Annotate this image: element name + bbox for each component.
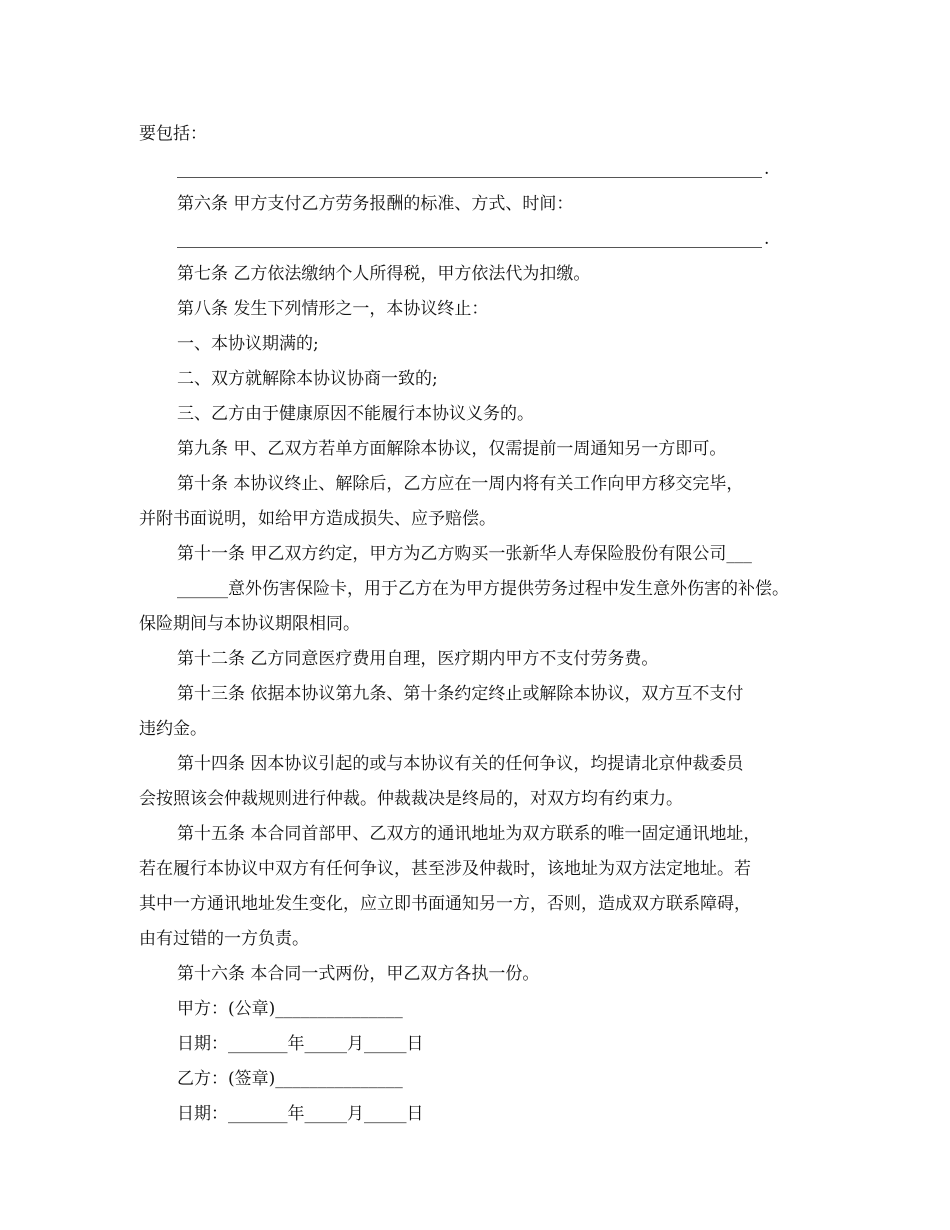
article-12: 第十二条 乙方同意医疗费用自理，医疗期内甲方不支付劳务费。 xyxy=(177,649,659,669)
article-8-item-3: 三、乙方由于健康原因不能履行本协议义务的。 xyxy=(177,404,534,424)
fill-in-blank-line xyxy=(177,152,819,187)
article-15-continued: 由有过错的一方负责。 xyxy=(139,929,309,949)
document-body xyxy=(139,117,819,1132)
party-b-signature-line: 乙方：(签章)_______________ xyxy=(177,1069,403,1089)
article-9: 第九条 甲、乙双方若单方面解除本协议，仅需提前一周通知另一方即可。 xyxy=(177,439,727,459)
fill-in-blank-line xyxy=(177,222,819,257)
article-7: 第七条 乙方依法缴纳个人所得税，甲方依法代为扣缴。 xyxy=(177,264,591,284)
article-8-item-1: 一、本协议期满的; xyxy=(177,334,319,354)
article-8-item-2: 二、双方就解除本协议协商一致的; xyxy=(177,369,438,389)
blank-underline xyxy=(177,177,762,178)
article-15-continued: 若在履行本协议中双方有任何争议，甚至涉及仲裁时，该地址为双方法定地址。若 xyxy=(139,859,751,879)
paragraph-line: 要包括： xyxy=(139,124,207,144)
article-14: 第十四条 因本协议引起的或与本协议有关的任何争议，均提请北京仲裁委员 xyxy=(177,754,744,774)
party-a-seal-line: 甲方：(公章)_______________ xyxy=(177,999,403,1019)
article-8: 第八条 发生下列情形之一，本协议终止： xyxy=(177,299,489,319)
article-14-continued: 会按照该会仲裁规则进行仲裁。仲裁裁决是终局的，对双方均有约束力。 xyxy=(139,789,683,809)
article-10-continued: 并附书面说明，如给甲方造成损失、应予赔偿。 xyxy=(139,509,496,529)
blank-underline xyxy=(177,247,762,248)
article-13-continued: 违约金。 xyxy=(139,719,207,739)
article-15-continued: 其中一方通讯地址发生变化，应立即书面通知另一方，否则，造成双方联系障碍， xyxy=(139,894,751,914)
blank-line-end: . xyxy=(764,229,770,249)
party-a-date-line: 日期：_______年_____月_____日 xyxy=(177,1034,424,1054)
article-11-continued: 保险期间与本协议期限相同。 xyxy=(139,614,360,634)
article-11: 第十一条 甲乙双方约定，甲方为乙方购买一张新华人寿保险股份有限公司___ xyxy=(177,544,752,564)
article-13: 第十三条 依据本协议第九条、第十条约定终止或解除本协议，双方互不支付 xyxy=(177,684,744,704)
article-15: 第十五条 本合同首部甲、乙双方的通讯地址为双方联系的唯一固定通讯地址， xyxy=(177,824,761,844)
party-b-date-line: 日期：_______年_____月_____日 xyxy=(177,1104,424,1124)
article-6: 第六条 甲方支付乙方劳务报酬的标准、方式、时间： xyxy=(177,194,574,214)
blank-line-end: . xyxy=(764,159,770,179)
article-11-continued: ______意外伤害保险卡，用于乙方在为甲方提供劳务过程中发生意外伤害的补偿。 xyxy=(177,579,789,599)
article-16: 第十六条 本合同一式两份，甲乙双方各执一份。 xyxy=(177,964,540,984)
article-10: 第十条 本协议终止、解除后，乙方应在一周内将有关工作向甲方移交完毕， xyxy=(177,474,744,494)
